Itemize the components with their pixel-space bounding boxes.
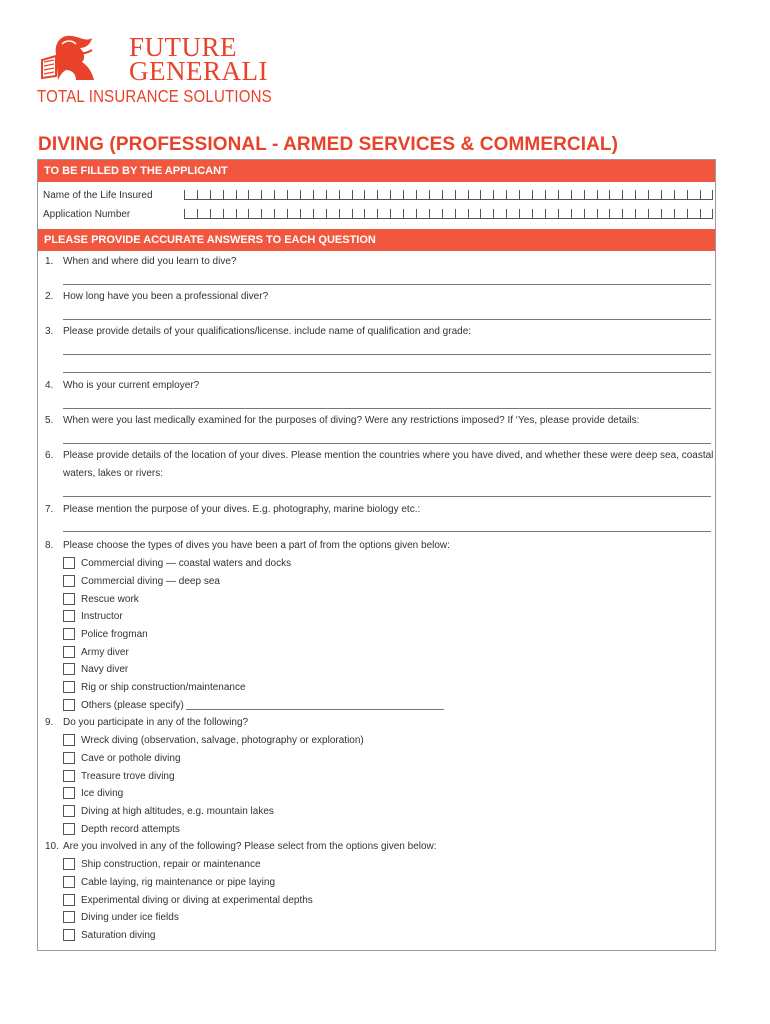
character-box[interactable] <box>390 209 403 219</box>
answer-line-q6[interactable] <box>63 496 711 497</box>
question-8 <box>45 540 450 551</box>
character-box[interactable] <box>274 190 287 200</box>
option-row <box>63 786 123 800</box>
option-row <box>63 645 129 659</box>
checkbox[interactable] <box>63 699 75 711</box>
character-box[interactable] <box>248 209 261 219</box>
character-box[interactable] <box>558 190 571 200</box>
option-row <box>63 893 313 907</box>
character-box[interactable] <box>248 190 261 200</box>
question-10 <box>45 841 437 852</box>
option-label: Rig or ship construction/maintenance <box>81 681 246 693</box>
character-box[interactable] <box>506 209 519 219</box>
character-box[interactable] <box>455 190 468 200</box>
option-label: Others (please specify) <box>81 699 184 711</box>
option-row <box>63 769 175 783</box>
character-box[interactable] <box>545 209 558 219</box>
section-questions-heading: PLEASE PROVIDE ACCURATE ANSWERS TO EACH QUESTION <box>38 229 715 251</box>
option-row <box>63 733 364 747</box>
option-label: Instructor <box>81 610 123 622</box>
checkbox[interactable] <box>63 929 75 941</box>
character-box[interactable] <box>403 209 416 219</box>
section-applicant-heading: TO BE FILLED BY THE APPLICANT <box>38 160 715 182</box>
option-row <box>63 698 444 712</box>
character-box[interactable] <box>223 209 236 219</box>
character-box[interactable] <box>519 190 532 200</box>
option-row <box>63 662 128 676</box>
option-row <box>63 574 220 588</box>
character-box[interactable] <box>377 209 390 219</box>
character-box[interactable] <box>352 190 365 200</box>
character-box[interactable] <box>609 190 622 200</box>
answer-line-q4[interactable] <box>63 408 711 409</box>
option-label: Ice diving <box>81 787 124 799</box>
checkbox[interactable] <box>63 876 75 888</box>
character-box[interactable] <box>429 190 442 200</box>
character-box[interactable] <box>326 190 339 200</box>
character-box[interactable] <box>648 190 661 200</box>
option-label: Experimental diving or diving at experimental depths <box>81 894 313 906</box>
character-box[interactable] <box>339 209 352 219</box>
option-label: Diving under ice fields <box>81 911 179 923</box>
question-number: 4. <box>45 380 54 391</box>
page-title: DIVING (PROFESSIONAL - ARMED SERVICES & COMMERCIAL) <box>38 134 619 155</box>
question-number: 6. <box>45 450 54 461</box>
checkbox[interactable] <box>63 628 75 640</box>
character-box[interactable] <box>571 190 584 200</box>
option-row <box>63 680 246 694</box>
option-row <box>63 875 275 889</box>
character-box[interactable] <box>622 209 635 219</box>
question-number: 8. <box>45 540 54 551</box>
checkbox[interactable] <box>63 610 75 622</box>
option-label: Rescue work <box>81 593 139 605</box>
application-number-field[interactable] <box>184 209 713 221</box>
question-text: Do you participate in any of the following? <box>63 717 249 728</box>
question-9 <box>45 717 248 728</box>
option-row <box>63 822 180 836</box>
option-row <box>63 857 261 871</box>
question-number: 1. <box>45 256 54 267</box>
checkbox[interactable] <box>63 646 75 658</box>
character-box[interactable] <box>584 190 597 200</box>
question-6 <box>45 450 713 461</box>
character-box[interactable] <box>687 209 700 219</box>
option-row <box>63 910 179 924</box>
character-box[interactable] <box>442 209 455 219</box>
checkbox[interactable] <box>63 823 75 835</box>
question-4 <box>45 380 199 391</box>
option-label: Diving at high altitudes, e.g. mountain lakes <box>81 805 274 817</box>
question-5 <box>45 415 639 426</box>
character-box[interactable] <box>274 209 287 219</box>
question-text: When and where did you learn to dive? <box>63 256 237 267</box>
checkbox[interactable] <box>63 575 75 587</box>
character-box[interactable] <box>635 190 648 200</box>
question-number: 7. <box>45 504 54 515</box>
checkbox[interactable] <box>63 858 75 870</box>
character-box[interactable] <box>339 190 352 200</box>
question-text: When were you last medically examined for the purposes of diving? Were any restrictions imposed? If ‘Yes, please provide details: <box>63 415 640 426</box>
character-box[interactable] <box>571 209 584 219</box>
life-insured-label: Name of the Life Insured <box>43 190 153 201</box>
character-box[interactable] <box>390 190 403 200</box>
answer-line-q3a[interactable] <box>63 354 711 355</box>
character-box[interactable] <box>236 190 249 200</box>
character-box[interactable] <box>184 190 197 200</box>
option-row <box>63 592 139 606</box>
lion-emblem-icon <box>36 32 96 84</box>
character-box[interactable] <box>687 190 700 200</box>
question-text: Who is your current employer? <box>63 380 200 391</box>
question-text: Please provide details of the location of your dives. Please mention the countries where you have dived, and whether these were deep sea, coastal <box>63 450 714 461</box>
question-text: Please choose the types of dives you have been a part of from the options given below: <box>63 540 450 551</box>
option-label: Navy diver <box>81 663 129 675</box>
answer-line-q3b[interactable] <box>63 372 711 373</box>
character-box[interactable] <box>519 209 532 219</box>
question-text: Please mention the purpose of your dives. E.g. photography, marine biology etc.: <box>63 504 421 515</box>
option-label: Depth record attempts <box>81 823 180 835</box>
option-label: Commercial diving — deep sea <box>81 575 220 587</box>
character-box[interactable] <box>210 209 223 219</box>
question-6-continued: waters, lakes or rivers: <box>63 468 164 479</box>
option-label: Ship construction, repair or maintenance <box>81 858 261 870</box>
character-box[interactable] <box>210 190 223 200</box>
answer-line-q1[interactable] <box>63 284 711 285</box>
character-box[interactable] <box>532 209 545 219</box>
character-box[interactable] <box>506 190 519 200</box>
answer-line-q5[interactable] <box>63 443 711 444</box>
question-text: How long have you been a professional diver? <box>63 291 269 302</box>
character-box[interactable] <box>597 190 610 200</box>
character-box[interactable] <box>197 209 210 219</box>
application-number-label: Application Number <box>43 209 131 220</box>
character-box[interactable] <box>377 190 390 200</box>
brand-name-line1: FUTURE <box>129 32 238 62</box>
answer-line-q2[interactable] <box>63 319 711 320</box>
company-logo <box>36 30 276 110</box>
checkbox[interactable] <box>63 734 75 746</box>
character-box[interactable] <box>609 209 622 219</box>
character-box[interactable] <box>480 209 493 219</box>
character-box[interactable] <box>300 209 313 219</box>
question-7 <box>45 504 420 515</box>
character-box[interactable] <box>364 209 377 219</box>
character-box[interactable] <box>648 209 661 219</box>
checkbox[interactable] <box>63 911 75 923</box>
checkbox[interactable] <box>63 752 75 764</box>
character-box[interactable] <box>674 190 687 200</box>
question-number: 10. <box>45 841 59 852</box>
question-1 <box>45 256 236 267</box>
option-label: Commercial diving — coastal waters and docks <box>81 557 292 569</box>
option-label: Cable laying, rig maintenance or pipe laying <box>81 876 276 888</box>
character-box[interactable] <box>597 209 610 219</box>
character-box[interactable] <box>661 190 674 200</box>
option-label: Army diver <box>81 646 129 658</box>
character-box[interactable] <box>352 209 365 219</box>
checkbox[interactable] <box>63 787 75 799</box>
character-box[interactable] <box>493 209 506 219</box>
life-insured-name-field[interactable] <box>184 190 713 202</box>
question-3 <box>45 326 471 337</box>
character-box[interactable] <box>545 190 558 200</box>
character-box[interactable] <box>558 209 571 219</box>
questionnaire-form <box>37 159 716 951</box>
character-box[interactable] <box>261 190 274 200</box>
checkbox[interactable] <box>63 805 75 817</box>
option-row <box>63 556 291 570</box>
character-box[interactable] <box>236 209 249 219</box>
character-box[interactable] <box>287 209 300 219</box>
brand-tagline: TOTAL INSURANCE SOLUTIONS <box>37 86 272 106</box>
option-row <box>63 804 274 818</box>
question-number: 5. <box>45 415 54 426</box>
character-box[interactable] <box>416 209 429 219</box>
checkbox[interactable] <box>63 663 75 675</box>
character-box[interactable] <box>300 190 313 200</box>
question-text: Are you involved in any of the following? Please select from the options given below: <box>63 841 437 852</box>
others-specify-field[interactable] <box>186 700 444 710</box>
question-number: 9. <box>45 717 54 728</box>
character-box[interactable] <box>442 190 455 200</box>
character-box[interactable] <box>429 209 442 219</box>
question-2 <box>45 291 268 302</box>
character-box[interactable] <box>674 209 687 219</box>
character-box[interactable] <box>313 209 326 219</box>
character-box[interactable] <box>313 190 326 200</box>
option-row <box>63 928 156 942</box>
character-box[interactable] <box>416 190 429 200</box>
character-box[interactable] <box>455 209 468 219</box>
question-text: Please provide details of your qualifications/license. include name of qualification and grade: <box>63 326 472 337</box>
option-label: Police frogman <box>81 628 148 640</box>
option-row <box>63 627 148 641</box>
character-box[interactable] <box>223 190 236 200</box>
character-box[interactable] <box>661 209 674 219</box>
character-box[interactable] <box>635 209 648 219</box>
character-box[interactable] <box>532 190 545 200</box>
option-row <box>63 609 123 623</box>
character-box[interactable] <box>403 190 416 200</box>
character-box[interactable] <box>261 209 274 219</box>
checkbox[interactable] <box>63 557 75 569</box>
character-box[interactable] <box>197 190 210 200</box>
character-box[interactable] <box>700 190 713 200</box>
character-box[interactable] <box>622 190 635 200</box>
character-box[interactable] <box>287 190 300 200</box>
question-number: 3. <box>45 326 54 337</box>
brand-name-line2: GENERALI <box>129 56 268 86</box>
character-box[interactable] <box>184 209 197 219</box>
character-box[interactable] <box>468 209 481 219</box>
checkbox[interactable] <box>63 770 75 782</box>
character-box[interactable] <box>326 209 339 219</box>
character-box[interactable] <box>364 190 377 200</box>
character-box[interactable] <box>493 190 506 200</box>
character-box[interactable] <box>468 190 481 200</box>
character-box[interactable] <box>480 190 493 200</box>
checkbox[interactable] <box>63 894 75 906</box>
character-box[interactable] <box>700 209 713 219</box>
checkbox[interactable] <box>63 681 75 693</box>
checkbox[interactable] <box>63 593 75 605</box>
option-label: Cave or pothole diving <box>81 752 181 764</box>
question-number: 2. <box>45 291 54 302</box>
option-label: Wreck diving (observation, salvage, photography or exploration) <box>81 734 364 746</box>
answer-line-q7[interactable] <box>63 531 711 532</box>
character-box[interactable] <box>584 209 597 219</box>
option-label: Treasure trove diving <box>81 770 175 782</box>
option-row <box>63 751 181 765</box>
option-label: Saturation diving <box>81 929 156 941</box>
